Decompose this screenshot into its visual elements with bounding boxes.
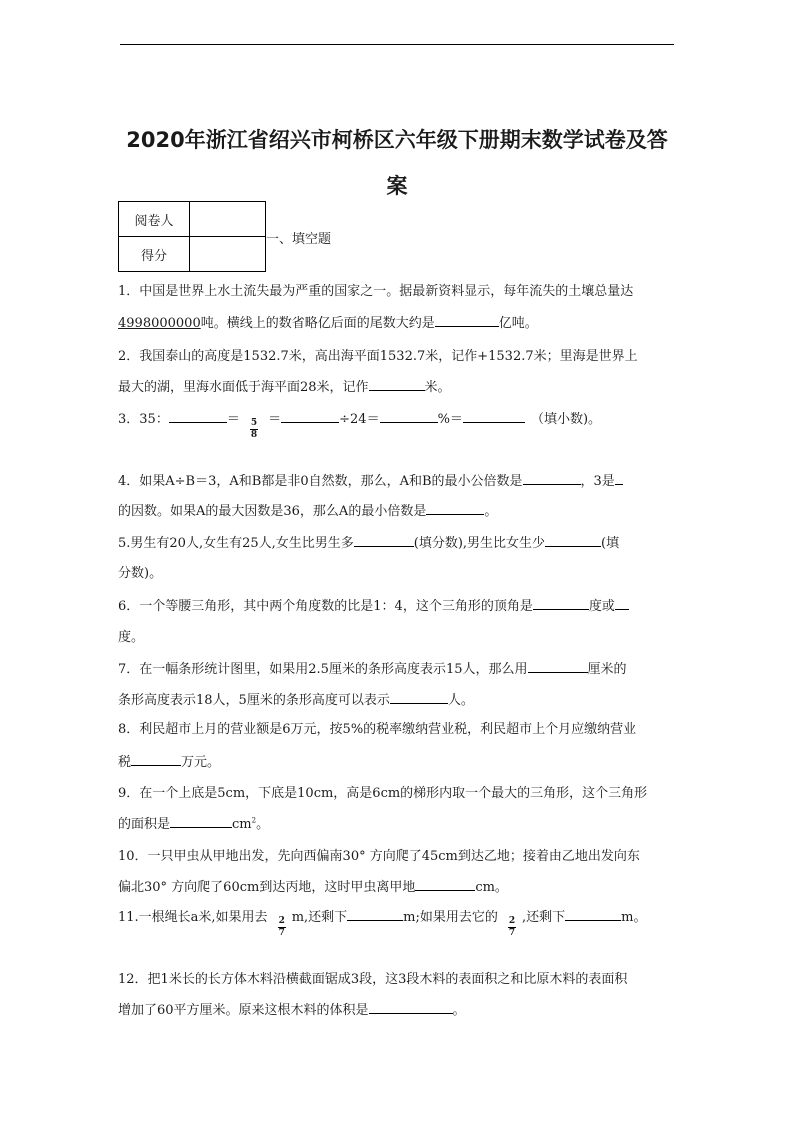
q3-blank-1[interactable] <box>169 410 227 423</box>
q1-line1: 1．中国是世界上水土流失最为严重的国家之一。据最新资料显示，每年流失的土壤总量达 <box>118 284 634 299</box>
q6-line1: 6．一个等腰三角形，其中两个角度数的比是1：4，这个三角形的顶角是 度或 <box>118 595 629 614</box>
score-cell[interactable] <box>190 237 266 272</box>
q2-line2: 最大的湖，里海水面低于海平面28米，记作 米。 <box>118 380 451 395</box>
q2-line1: 2．我国泰山的高度是1532.7米，高出海平面1532.7米，记作+1532.7米；里海是世界上 <box>118 349 638 364</box>
q5-line1: 5.男生有20人,女生有25人,女生比男生多 (填分数),男生比女生少 (填 <box>118 536 620 551</box>
page-title-line1: 2020年浙江省绍兴市柯桥区六年级下册期末数学试卷及答 <box>126 128 668 152</box>
q10-answer-blank[interactable] <box>415 878 475 891</box>
q4-blank-3[interactable] <box>426 502 484 515</box>
q1-line2: 4998000000吨。横线上的数省略亿后面的尾数大约是 亿吨。 <box>118 316 538 331</box>
q2-answer-blank[interactable] <box>369 378 425 391</box>
score-table <box>118 201 266 272</box>
q12-answer-blank[interactable] <box>369 1001 453 1014</box>
q3-line: 3．35： ＝ $\frac{5}{8}$ ＝ ÷24＝ %＝ （填小数)。 <box>118 412 602 440</box>
q6-line2: 度。 <box>118 630 145 645</box>
q7-line2: 条形高度表示18人，5厘米的条形高度可以表示 人。 <box>118 693 474 708</box>
q3-blank-2[interactable] <box>281 410 339 423</box>
q11-fraction-1: $\frac{2}{7}$ <box>278 916 285 938</box>
q3-fraction: $\frac{5}{8}$ <box>250 418 258 440</box>
q1-answer-blank[interactable] <box>435 314 499 327</box>
q6-blank-1[interactable] <box>533 597 589 610</box>
q5-line2: 分数)。 <box>118 566 163 581</box>
q12-line2: 增加了60平方厘米。原来这根木料的体积是 。 <box>118 1003 466 1018</box>
q10-line2: 偏北30° 方向爬了60cm到达丙地，这时甲虫离甲地 cm。 <box>118 880 508 895</box>
q11-blank-2[interactable] <box>565 908 621 921</box>
q9-answer-blank[interactable] <box>170 815 232 828</box>
q10-line1: 10．一只甲虫从甲地出发，先向西偏南30° 方向爬了45cm到达乙地；接着由乙地出发向东 <box>118 849 640 864</box>
q11-fraction-2: $\frac{2}{7}$ <box>508 916 516 938</box>
q11-line: 11.一根绳长a米,如果用去 $\frac{2}{7}$ m,还剩下 m;如果用去它的 $\frac{2}{7}$ ,还剩下 m。 <box>118 910 647 938</box>
q4-blank-2[interactable] <box>615 472 623 485</box>
grader-label: 阅卷人 <box>119 202 190 237</box>
q11-blank-1[interactable] <box>347 908 403 921</box>
q7-blank-1[interactable] <box>528 660 588 673</box>
q4-line2: 的因数。如果A的最大因数是36，那么A的最小倍数是 。 <box>118 504 498 519</box>
q7-blank-2[interactable] <box>390 691 448 704</box>
header-rule <box>120 44 674 45</box>
q1-number: 4998000000 <box>118 316 201 331</box>
page-title-line2: 案 <box>386 174 408 198</box>
q4-line1: 4．如果A÷B＝3，A和B都是非0自然数，那么，A和B的最小公倍数是 ，3是 <box>118 470 623 489</box>
q12-line1: 12．把1米长的长方体木料沿横截面锯成3段，这3段木料的表面积之和比原木料的表面积 <box>118 972 628 987</box>
q3-blank-3[interactable] <box>380 410 438 423</box>
q8-line1: 8．利民超市上月的营业额是6万元，按5%的税率缴纳营业税，利民超市上个月应缴纳营业 <box>118 722 637 737</box>
q4-blank-1[interactable] <box>523 472 581 485</box>
section-title: 一、填空题 <box>266 232 332 247</box>
q7-line1: 7．在一幅条形统计图里，如果用2.5厘米的条形高度表示15人，那么用 厘米的 <box>118 662 627 677</box>
score-label: 得分 <box>119 237 190 272</box>
q5-blank-2[interactable] <box>545 534 601 547</box>
q9-line1: 9．在一个上底是5cm，下底是10cm，高是6cm的梯形内取一个最大的三角形，这个三角形 <box>118 786 648 801</box>
q8-line2: 税 万元。 <box>118 755 221 770</box>
q6-blank-2[interactable] <box>615 597 629 610</box>
grader-cell[interactable] <box>190 202 266 237</box>
q3-blank-4[interactable] <box>463 410 525 423</box>
q5-blank-1[interactable] <box>354 534 414 547</box>
q9-line2: 的面积是 $cm^2$。 <box>118 816 270 832</box>
q8-answer-blank[interactable] <box>131 753 181 766</box>
